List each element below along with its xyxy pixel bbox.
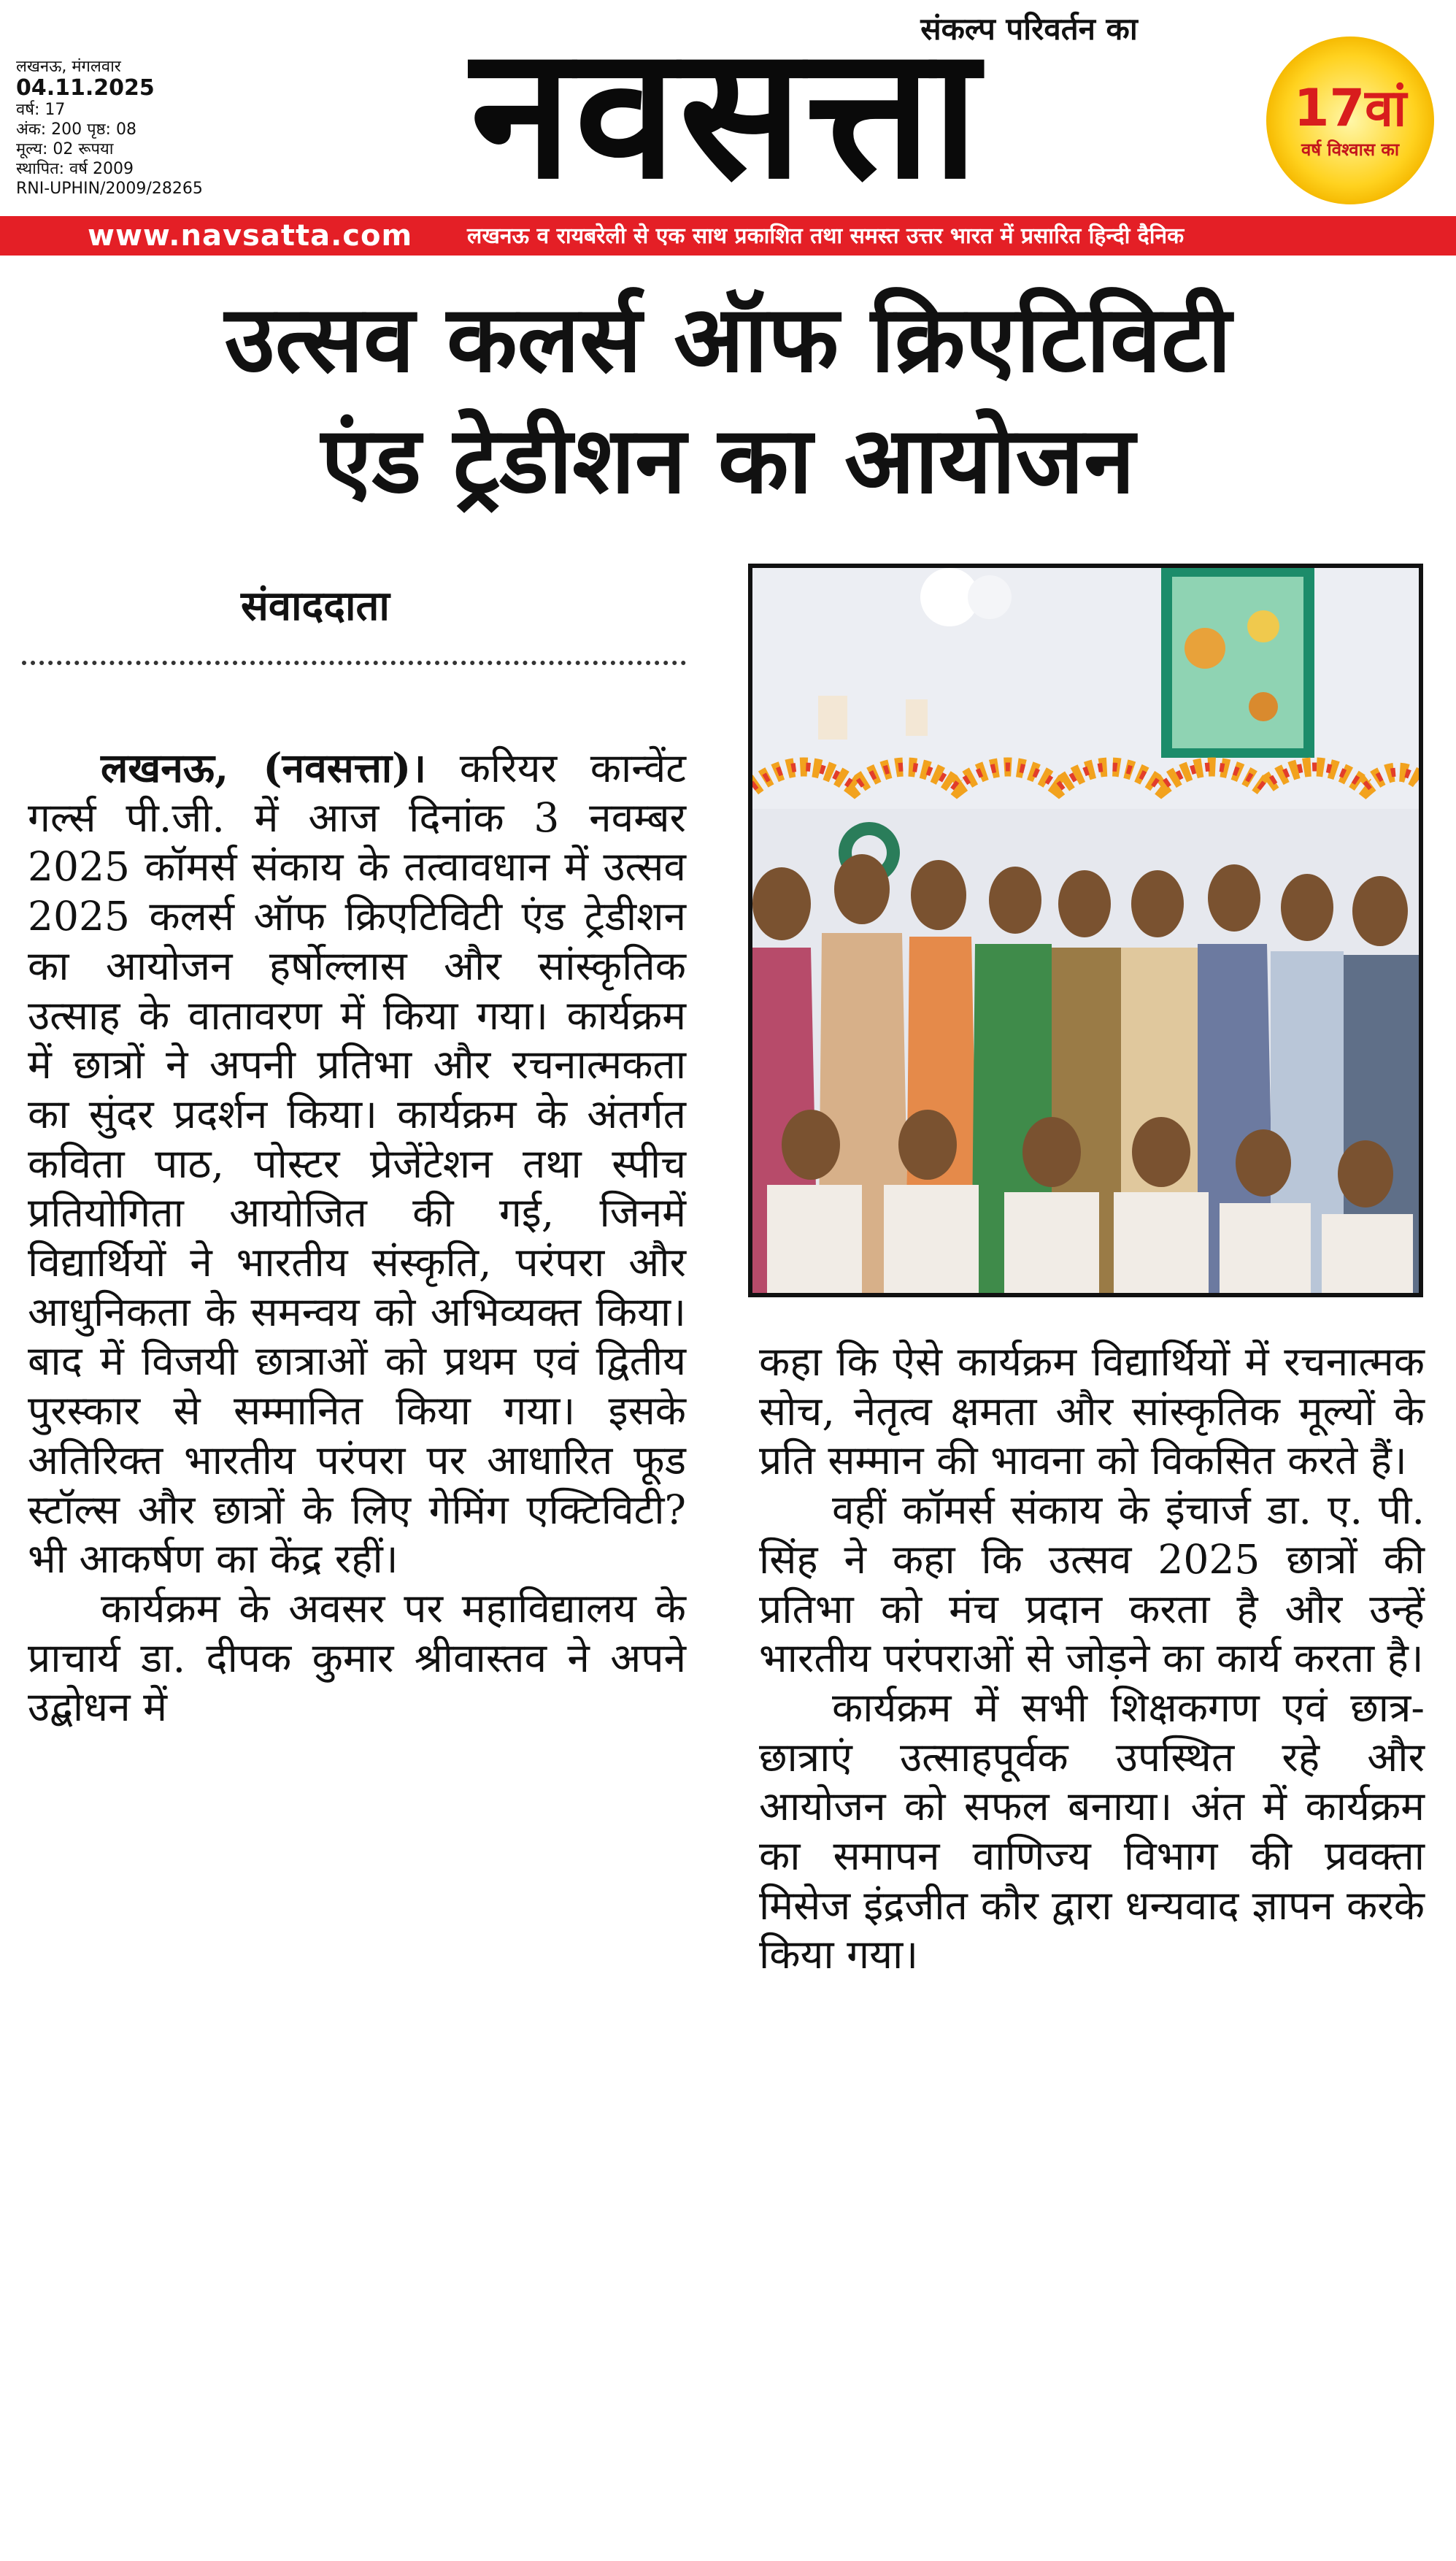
byline: संवाददाता — [241, 583, 390, 630]
headline-line-1: उत्सव कलर्स ऑफ क्रिएटिविटी — [224, 285, 1232, 393]
edition-date: 04.11.2025 — [16, 75, 155, 101]
masthead — [0, 0, 1456, 212]
tagline: संकल्प परिवर्तन का — [920, 11, 1138, 47]
edition-year: वर्ष: 17 — [16, 101, 66, 119]
article-paragraph: कहा कि ऐसे कार्यक्रम विद्यार्थियों में रचनात्मक सोच, नेतृत्व क्षमता और सांस्कृतिक मूल्यों के प्रति सम्मान की भावना को विकसित करते हैं। — [759, 1338, 1425, 1484]
edition-established: स्थापित: वर्ष 2009 — [16, 160, 134, 178]
article-column-1 — [28, 743, 686, 1732]
badge-text: वर्ष विश्वास का — [1301, 139, 1400, 160]
article-headline — [15, 279, 1441, 521]
event-photo — [748, 564, 1423, 1297]
edition-place-day: लखनऊ, मंगलवार — [16, 58, 121, 76]
edition-info — [16, 57, 203, 199]
dotted-divider — [22, 661, 686, 665]
headline-line-2: एंड ट्रेडीशन का आयोजन — [320, 407, 1136, 514]
article-paragraph: कार्यक्रम में सभी शिक्षकगण एवं छात्र-छात्राएं उत्साहपूर्वक उपस्थित रहे और आयोजन को सफल बनाया। अंत में कार्यक्रम का समापन वाणिज्य विभाग की प्रवक्ता मिसेज इंद्रजीत कौर द्वारा धन्यवाद ज्ञापन करके किया गया। — [759, 1683, 1425, 1978]
badge-number: 17वां — [1293, 78, 1407, 138]
article-paragraph — [28, 743, 686, 1584]
article-column-2 — [759, 1337, 1425, 1980]
paragraph-text: करियर कान्वेंट गर्ल्स पी.जी. में आज दिनांक 3 नवम्बर 2025 कॉमर्स संकाय के तत्वावधान में उत्सव 2025 कलर्स ऑफ क्रिएटिविटी एंड ट्रेडीशन का आयोजन हर्षोल्लास और सांस्कृतिक उत्साह के वातावरण में किया गया। कार्यक्रम में छात्रों ने अपनी प्रतिभा और रचनात्मकता का सुंदर प्रदर्शन किया। कार्यक्रम के अंतर्गत कविता पाठ, पोस्टर प्रेजेंटेशन तथा स्पीच प्रतियोगिता आयोजित की गई, जिनमें विद्यार्थियों ने भारतीय संस्कृति, परंपरा और आधुनिकता के समन्वय को अभिव्यक्त किया। बाद में विजयी छात्राओं को प्रथम एवं द्वितीय पुरस्कार से सम्मानित किया गया। इसके अतिरिक्त भारतीय परंपरा पर आधारित फूड स्टॉल्स और छात्रों के लिए गेमिंग एक्टिविटी? भी आकर्षण का केंद्र रहीं। — [28, 745, 687, 1583]
edition-rni: RNI-UPHIN/2009/28265 — [16, 180, 203, 198]
article-paragraph: वहीं कॉमर्स संकाय के इंचार्ज डा. ए. पी. सिंह ने कहा कि उत्सव 2025 छात्रों की प्रतिभा को मंच प्रदान करता है और उन्हें भारतीय परंपराओं से जोड़ने का कार्य करता है। — [759, 1486, 1425, 1682]
edition-issue-pages: अंक: 200 पृष्ठ: 08 — [16, 120, 136, 139]
website-link[interactable]: www.navsatta.com — [88, 219, 413, 253]
newspaper-title: नवसत्ता — [470, 29, 982, 197]
article-paragraph: कार्यक्रम के अवसर पर महाविद्यालय के प्राचार्य डा. दीपक कुमार श्रीवास्तव ने अपने उद्बोधन में — [28, 1584, 686, 1731]
banner-description: लखनऊ व रायबरेली से एक साथ प्रकाशित तथा समस्त उत्तर भारत में प्रसारित हिन्दी दैनिक — [467, 223, 1185, 249]
event-photo-illustration — [752, 568, 1419, 1293]
anniversary-badge — [1266, 37, 1434, 204]
edition-price: मूल्य: 02 रूपया — [16, 140, 114, 158]
red-banner — [0, 216, 1456, 256]
dateline: लखनऊ, (नवसत्ता)। — [101, 744, 426, 791]
